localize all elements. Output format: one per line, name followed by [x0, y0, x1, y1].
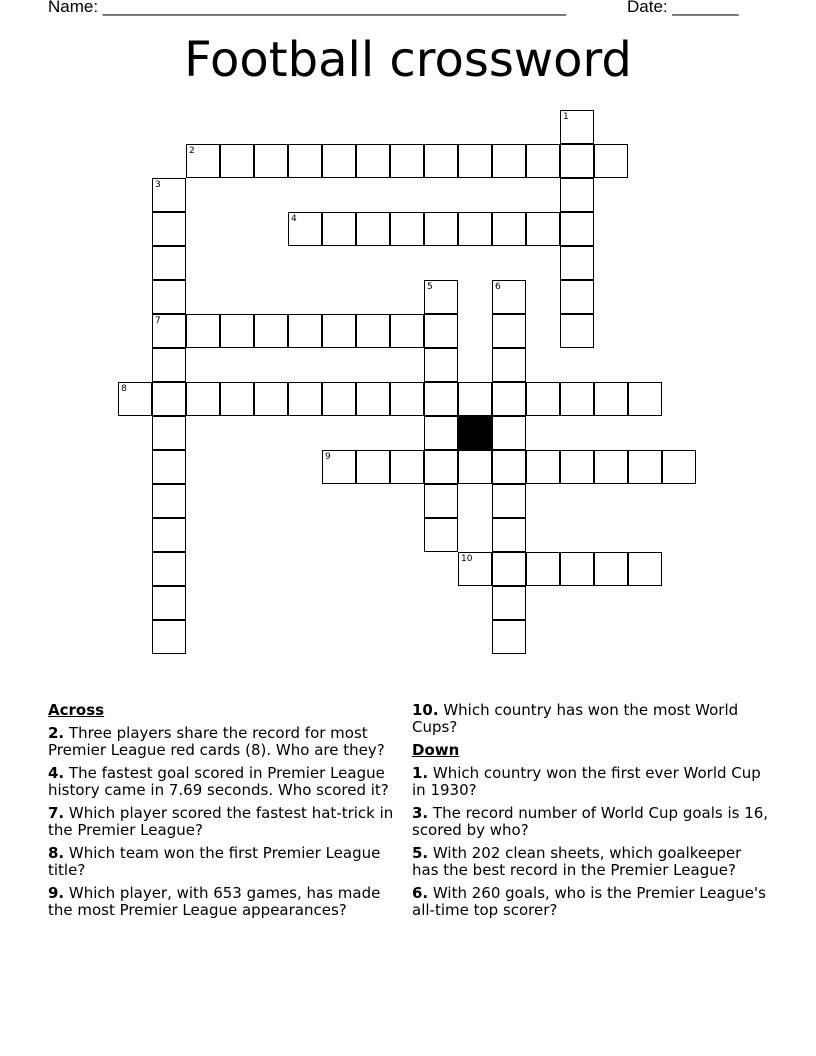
clue-item-number: 3.	[412, 804, 429, 822]
clue-item	[48, 885, 408, 919]
clue-item	[48, 725, 408, 759]
grid-cell[interactable]	[526, 212, 560, 246]
clue-item-text: Which player scored the fastest hat-trick in the Premier League?	[48, 804, 394, 839]
grid-cell[interactable]	[356, 144, 390, 178]
grid-cell[interactable]	[560, 110, 594, 144]
grid-cell[interactable]	[322, 382, 356, 416]
grid-cell[interactable]	[628, 450, 662, 484]
grid-cell[interactable]	[356, 450, 390, 484]
clue-number: 1	[563, 112, 569, 122]
grid-cell[interactable]	[152, 586, 186, 620]
grid-cell[interactable]	[424, 212, 458, 246]
grid-cell[interactable]	[220, 382, 254, 416]
grid-cell[interactable]	[152, 484, 186, 518]
clue-item	[412, 845, 772, 879]
grid-cell[interactable]	[560, 314, 594, 348]
clue-number: 7	[155, 316, 161, 326]
clue-number: 2	[189, 146, 195, 156]
clues-right-column	[412, 702, 772, 925]
grid-cell[interactable]	[424, 518, 458, 552]
grid-cell[interactable]	[390, 144, 424, 178]
clue-item-text: The record number of World Cup goals is 16, scored by who?	[412, 804, 769, 839]
grid-cell[interactable]	[220, 144, 254, 178]
grid-cell[interactable]	[594, 144, 628, 178]
grid-cell[interactable]	[492, 450, 526, 484]
clue-item-text: Which country won the first ever World Cup in 1930?	[412, 764, 761, 799]
clue-item-text: Which country has won the most World Cups?	[412, 701, 739, 736]
clue-item-text: Three players share the record for most Premier League red cards (8). Who are they?	[48, 724, 385, 759]
grid-cell[interactable]	[492, 382, 526, 416]
grid-cell[interactable]	[424, 416, 458, 450]
grid-cell[interactable]	[526, 144, 560, 178]
grid-cell[interactable]	[492, 144, 526, 178]
grid-cell[interactable]	[492, 280, 526, 314]
grid-cell[interactable]	[560, 382, 594, 416]
grid-cell[interactable]	[288, 314, 322, 348]
grid-cell[interactable]	[118, 382, 152, 416]
grid-cell[interactable]	[152, 246, 186, 280]
grid-cell[interactable]	[356, 314, 390, 348]
grid-cell[interactable]	[492, 552, 526, 586]
grid-cell[interactable]	[424, 348, 458, 382]
grid-cell[interactable]	[458, 382, 492, 416]
clue-item	[48, 805, 408, 839]
clue-item	[412, 885, 772, 919]
clue-item-text: The fastest goal scored in Premier League history came in 7.69 seconds. Who scored it?	[48, 764, 389, 799]
grid-cell[interactable]	[186, 382, 220, 416]
down-clue-list	[412, 765, 772, 919]
clue-item-text: With 202 clean sheets, which goalkeeper has the best record in the Premier League?	[412, 844, 742, 879]
grid-cell[interactable]	[492, 416, 526, 450]
grid-cell[interactable]	[152, 314, 186, 348]
grid-cell[interactable]	[356, 382, 390, 416]
grid-cell[interactable]	[254, 382, 288, 416]
clue-item	[48, 765, 408, 799]
grid-cell[interactable]	[458, 144, 492, 178]
clue-item-number: 9.	[48, 884, 65, 902]
grid-cell[interactable]	[560, 246, 594, 280]
grid-cell[interactable]	[424, 484, 458, 518]
grid-cell[interactable]	[560, 144, 594, 178]
clue-number: 9	[325, 452, 331, 462]
name-field-label: Name: _________________________________________________	[48, 0, 567, 16]
grid-cell[interactable]	[424, 280, 458, 314]
grid-cell[interactable]	[322, 212, 356, 246]
grid-cell[interactable]	[254, 314, 288, 348]
clue-number: 8	[121, 384, 127, 394]
grid-cell[interactable]	[594, 382, 628, 416]
grid-cell[interactable]	[152, 382, 186, 416]
clue-item-text: Which team won the first Premier League title?	[48, 844, 381, 879]
grid-cell[interactable]	[492, 348, 526, 382]
grid-cell[interactable]	[220, 314, 254, 348]
grid-cell[interactable]	[322, 144, 356, 178]
black-cell	[458, 416, 492, 450]
grid-cell[interactable]	[662, 450, 696, 484]
grid-cell[interactable]	[152, 450, 186, 484]
grid-cell[interactable]	[186, 314, 220, 348]
grid-cell[interactable]	[458, 450, 492, 484]
clue-item	[412, 765, 772, 799]
clue-number: 5	[427, 282, 433, 292]
grid-cell[interactable]	[492, 212, 526, 246]
clue-item-number: 7.	[48, 804, 65, 822]
clues-left-column	[48, 702, 408, 925]
clue-item-number: 1.	[412, 764, 429, 782]
grid-cell[interactable]	[322, 314, 356, 348]
clue-item-number: 4.	[48, 764, 65, 782]
grid-cell[interactable]	[492, 484, 526, 518]
grid-cell[interactable]	[560, 450, 594, 484]
grid-cell[interactable]	[322, 450, 356, 484]
date-field-label: Date: _______	[627, 0, 739, 16]
grid-cell[interactable]	[458, 212, 492, 246]
grid-cell[interactable]	[526, 382, 560, 416]
grid-cell[interactable]	[152, 620, 186, 654]
grid-cell[interactable]	[492, 314, 526, 348]
grid-cell[interactable]	[390, 314, 424, 348]
grid-cell[interactable]	[390, 450, 424, 484]
grid-cell[interactable]	[152, 178, 186, 212]
grid-cell[interactable]	[390, 212, 424, 246]
grid-cell[interactable]	[526, 552, 560, 586]
grid-cell[interactable]	[152, 416, 186, 450]
across-heading: Across	[48, 701, 105, 719]
grid-cell[interactable]	[288, 212, 322, 246]
grid-cell[interactable]	[526, 450, 560, 484]
grid-cell[interactable]	[152, 212, 186, 246]
clue-item-number: 5.	[412, 844, 429, 862]
grid-cell[interactable]	[560, 212, 594, 246]
grid-cell[interactable]	[560, 280, 594, 314]
grid-cell[interactable]	[152, 518, 186, 552]
clue-item-number: 10.	[412, 701, 439, 719]
grid-cell[interactable]	[492, 518, 526, 552]
clue-item-number: 8.	[48, 844, 65, 862]
clue-item	[412, 702, 772, 736]
grid-cell[interactable]	[152, 348, 186, 382]
grid-cell[interactable]	[628, 552, 662, 586]
grid-cell[interactable]	[560, 552, 594, 586]
clue-item	[48, 845, 408, 879]
page-title: Football crossword	[184, 32, 632, 88]
grid-cell[interactable]	[288, 382, 322, 416]
clue-item-number: 2.	[48, 724, 65, 742]
grid-cell[interactable]	[390, 382, 424, 416]
clue-item	[412, 805, 772, 839]
clue-number: 10	[461, 554, 473, 564]
grid-cell[interactable]	[594, 450, 628, 484]
grid-cell[interactable]	[560, 178, 594, 212]
grid-cell[interactable]	[288, 144, 322, 178]
grid-cell[interactable]	[594, 552, 628, 586]
grid-cell[interactable]	[424, 144, 458, 178]
clue-number: 3	[155, 180, 161, 190]
grid-cell[interactable]	[356, 212, 390, 246]
grid-cell[interactable]	[424, 382, 458, 416]
clue-item-text: With 260 goals, who is the Premier League's all-time top scorer?	[412, 884, 766, 919]
grid-cell[interactable]	[152, 552, 186, 586]
clue-number: 4	[291, 214, 297, 224]
grid-cell[interactable]	[492, 620, 526, 654]
across-clue-list	[48, 725, 408, 919]
across-clue-list-continued	[412, 702, 772, 736]
grid-cell[interactable]	[424, 450, 458, 484]
down-heading: Down	[412, 741, 460, 759]
clue-item-text: Which player, with 653 games, has made the most Premier League appearances?	[48, 884, 381, 919]
grid-cell[interactable]	[458, 552, 492, 586]
clue-number: 6	[495, 282, 501, 292]
grid-cell[interactable]	[424, 314, 458, 348]
grid-cell[interactable]	[186, 144, 220, 178]
grid-cell[interactable]	[628, 382, 662, 416]
grid-cell[interactable]	[492, 586, 526, 620]
clue-item-number: 6.	[412, 884, 429, 902]
grid-cell[interactable]	[254, 144, 288, 178]
grid-cell[interactable]	[152, 280, 186, 314]
